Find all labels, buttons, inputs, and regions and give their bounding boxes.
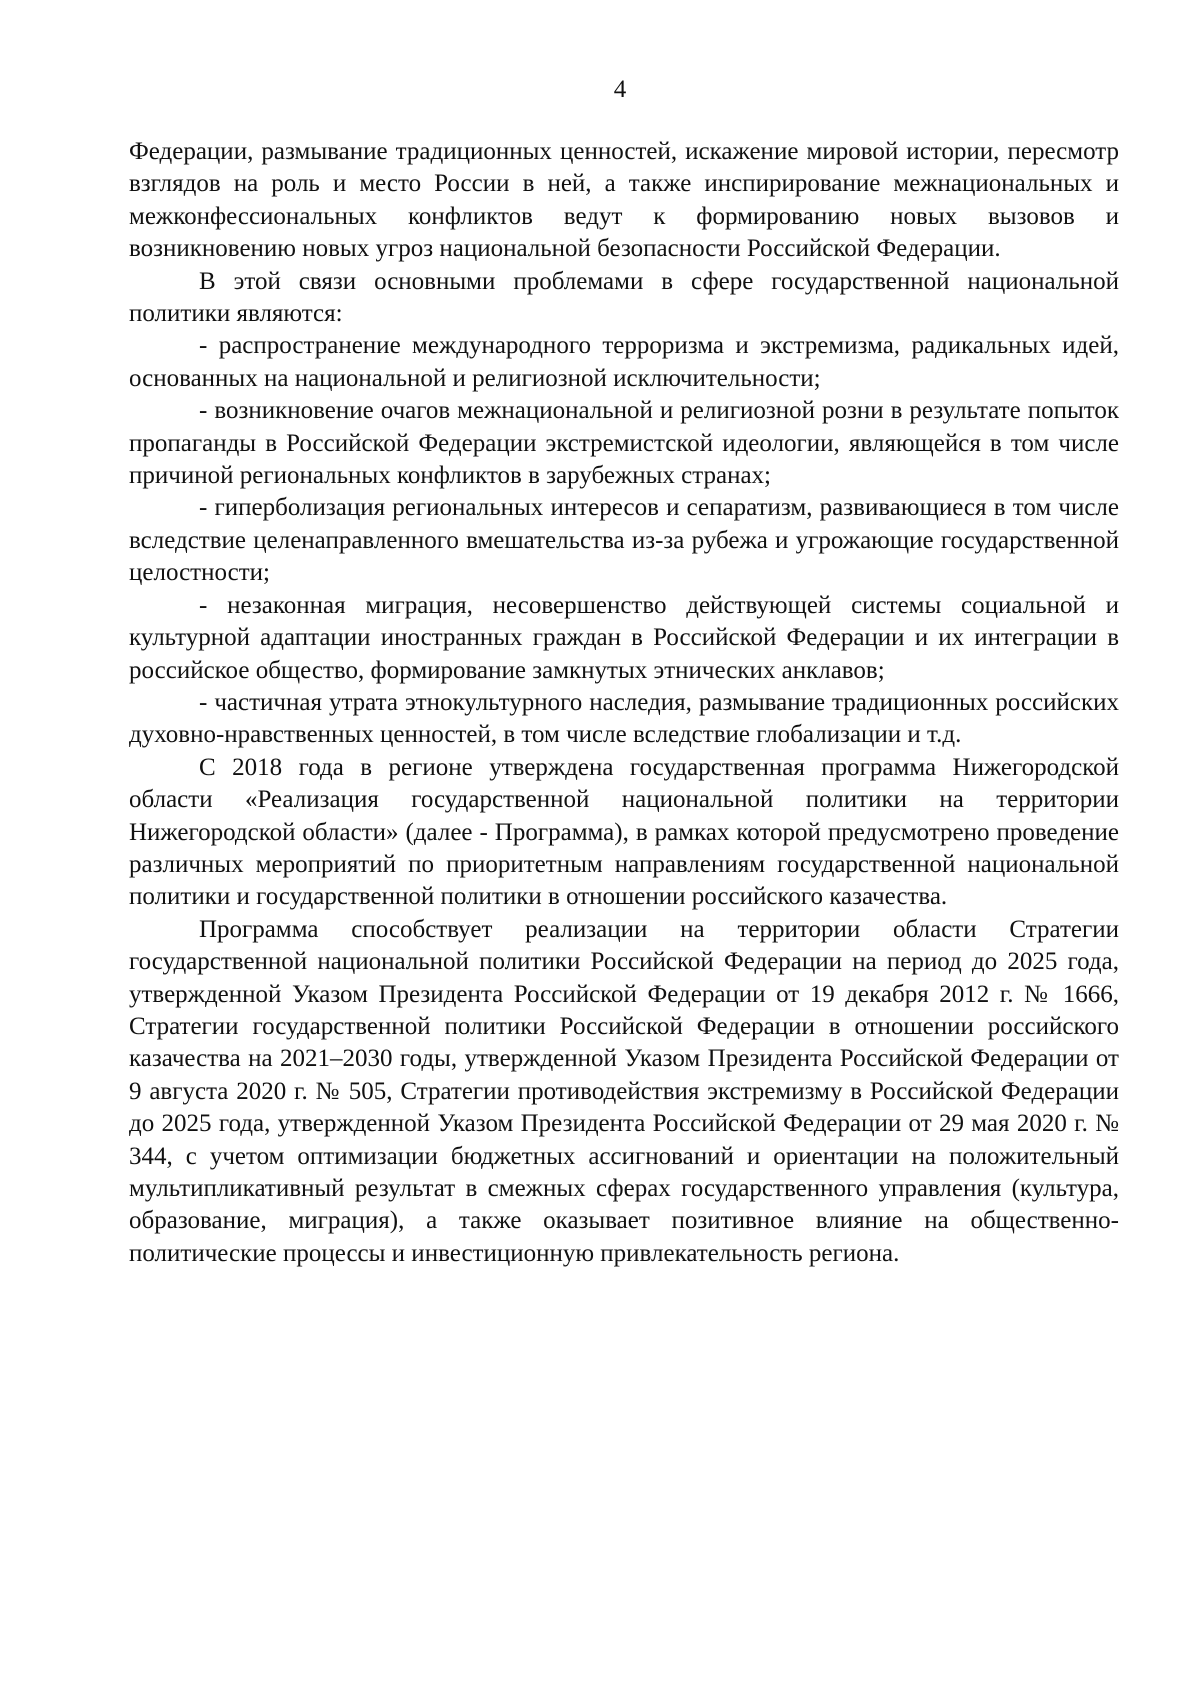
- list-item-ethnic-strife: - возникновение очагов межнациональной и религиозной розни в результате попыток пропаганды в Российской Федерации экстремистской идеологии, являющейся в том числе причиной региональных конфликтов в зарубежных странах;: [129, 397, 1119, 490]
- list-item-separatism: - гиперболизация региональных интересов и сепаратизм, развивающиеся в том числе вследствие целенаправленного вмешательства из-за рубежа и угрожающие государственной целостности;: [129, 494, 1119, 587]
- list-item-heritage-loss: - частичная утрата этнокультурного наследия, размывание традиционных российских духовно-нравственных ценностей, в том числе вследствие глобализации и т.д.: [129, 688, 1119, 749]
- paragraph-problems-intro: В этой связи основными проблемами в сфере государственной национальной политики являются:: [129, 267, 1119, 328]
- paragraph-program-strategy: Программа способствует реализации на территории области Стратегии государственной национальной политики Российской Федерации на период до 2025 года, утвержденной Указом Президента Российской Федерации от 19 декабря 2012 г. № 1666, Стратегии государственной политики Российской Федерации в отношении российского казачества на 2021–2030 годы, утвержденной Указом Президента Российской Федерации от 9 августа 2020 г. № 505, Стратегии противодействия экстремизму в Российской Федерации до 2025 года, утвержденной Указом Президента Российской Федерации от 29 мая 2020 г. № 344, с учетом оптимизации бюджетных ассигнований и ориентации на положительный мультипликативный результат в смежных сферах государственного управления (культура, образование, миграция), а также оказывает позитивное влияние на общественно-политические процессы и инвестиционную привлекательность региона.: [129, 915, 1119, 1267]
- paragraph-continuation: Федерации, размывание традиционных ценностей, искажение мировой истории, пересмотр взглядов на роль и место России в ней, а также инспирирование межнациональных и межконфессиональных конфликтов ведут к формированию новых вызовов и возникновению новых угроз национальной безопасности Российской Федерации.: [129, 138, 1119, 263]
- paragraph-program-2018: С 2018 года в регионе утверждена государственная программа Нижегородской области «Реализация государственной национальной политики на территории Нижегородской области» (далее - Программа), в рамках которой предусмотрено проведение различных мероприятий по приоритетным направлениям государственной национальной политики и государственной политики в отношении российского казачества.: [129, 753, 1119, 911]
- list-item-terrorism: - распространение международного терроризма и экстремизма, радикальных идей, основанных на национальной и религиозной исключительности;: [129, 332, 1119, 392]
- document-body: [129, 136, 1119, 1270]
- list-item-migration: - незаконная миграция, несовершенство действующей системы социальной и культурной адаптации иностранных граждан в Российской Федерации и их интеграции в российское общество, формирование замкнутых этнических анклавов;: [129, 591, 1119, 684]
- page-number: 4: [613, 76, 627, 103]
